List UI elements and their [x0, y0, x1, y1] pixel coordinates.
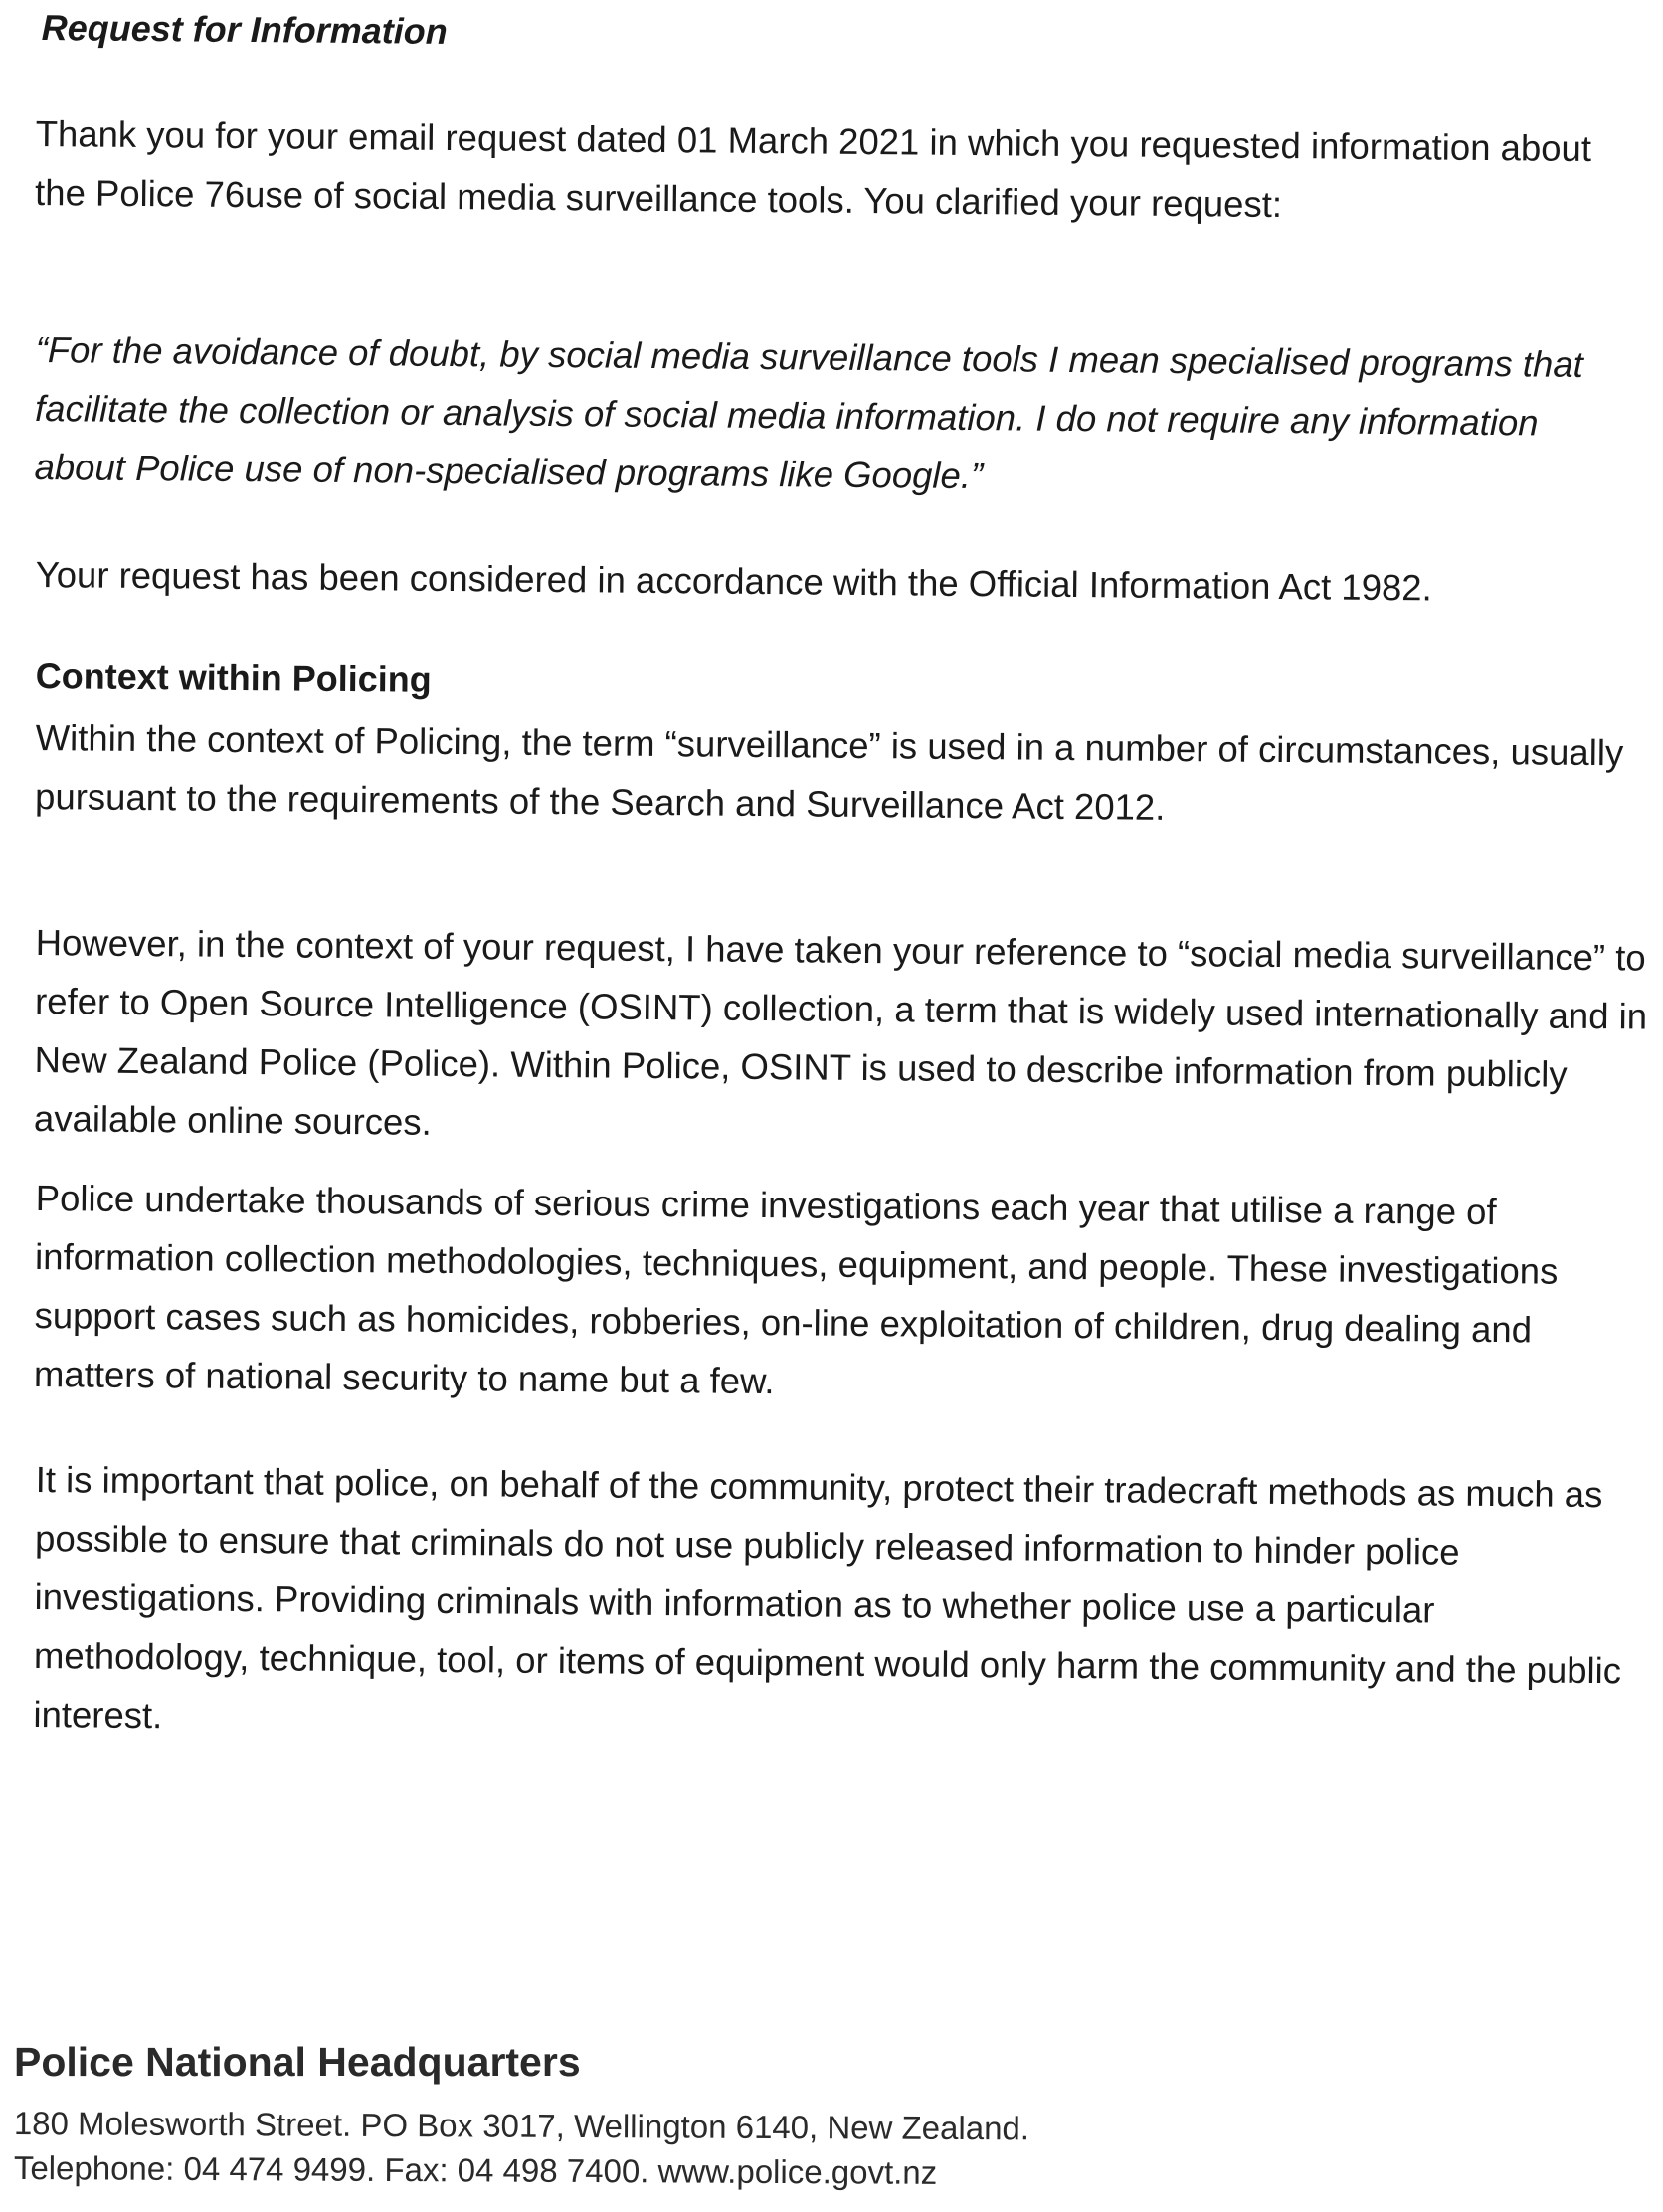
intro-paragraph: Thank you for your email request dated 01 March 2021 in which you requested information about the Police 76use of social media surveillance tools. You clarified your request: — [34, 112, 1592, 226]
letter-title: Request for Information — [41, 6, 448, 52]
context-paragraph: Within the context of Policing, the term “surveillance” is used in a number of circumstances, usually pursuant to the requirements of the Search and Surveillance Act 2012. — [34, 716, 1624, 828]
tradecraft-paragraph: It is important that police, on behalf of the community, protect their tradecraft methods as much as possible to ensure that criminals do not use publicly released information to hinder police investigations. Providing criminals with information as to whether police use a particular methodology, technique, tool, or items of equipment would only harm the community and the public interest. — [33, 1458, 1622, 1737]
footer-address: 180 Molesworth Street. PO Box 3017, Wellington 6140, New Zealand. — [13, 2105, 1030, 2147]
footer-contact: Telephone: 04 474 9499. Fax: 04 498 7400. www.police.govt.nz — [13, 2149, 938, 2191]
oia-paragraph: Your request has been considered in accordance with the Official Information Act 1982. — [35, 553, 1432, 609]
clarification-quote: “For the avoidance of doubt, by social media surveillance tools I mean specialised programs that facilitate the collection or analysis of social media information. I do not require any information about Police use of non-specialised programs like Google.” — [34, 328, 1583, 497]
investigations-paragraph: Police undertake thousands of serious crime investigations each year that utilise a range of information collection methodologies, techniques, equipment, and people. These investigations support cases such as homicides, robberies, on-line exploitation of children, drug dealing and matters of national security to name but a few. — [33, 1177, 1559, 1402]
context-heading: Context within Policing — [35, 654, 432, 700]
footer-org-name: Police National Headquarters — [14, 2039, 581, 2085]
osint-paragraph: However, in the context of your request, I have taken your reference to “social media surveillance” to refer to Open Source Intelligence (OSINT) collection, a term that is widely used internationally and in New Zealand Police (Police). Within Police, OSINT is used to describe information from publicly available online sources. — [33, 921, 1648, 1143]
